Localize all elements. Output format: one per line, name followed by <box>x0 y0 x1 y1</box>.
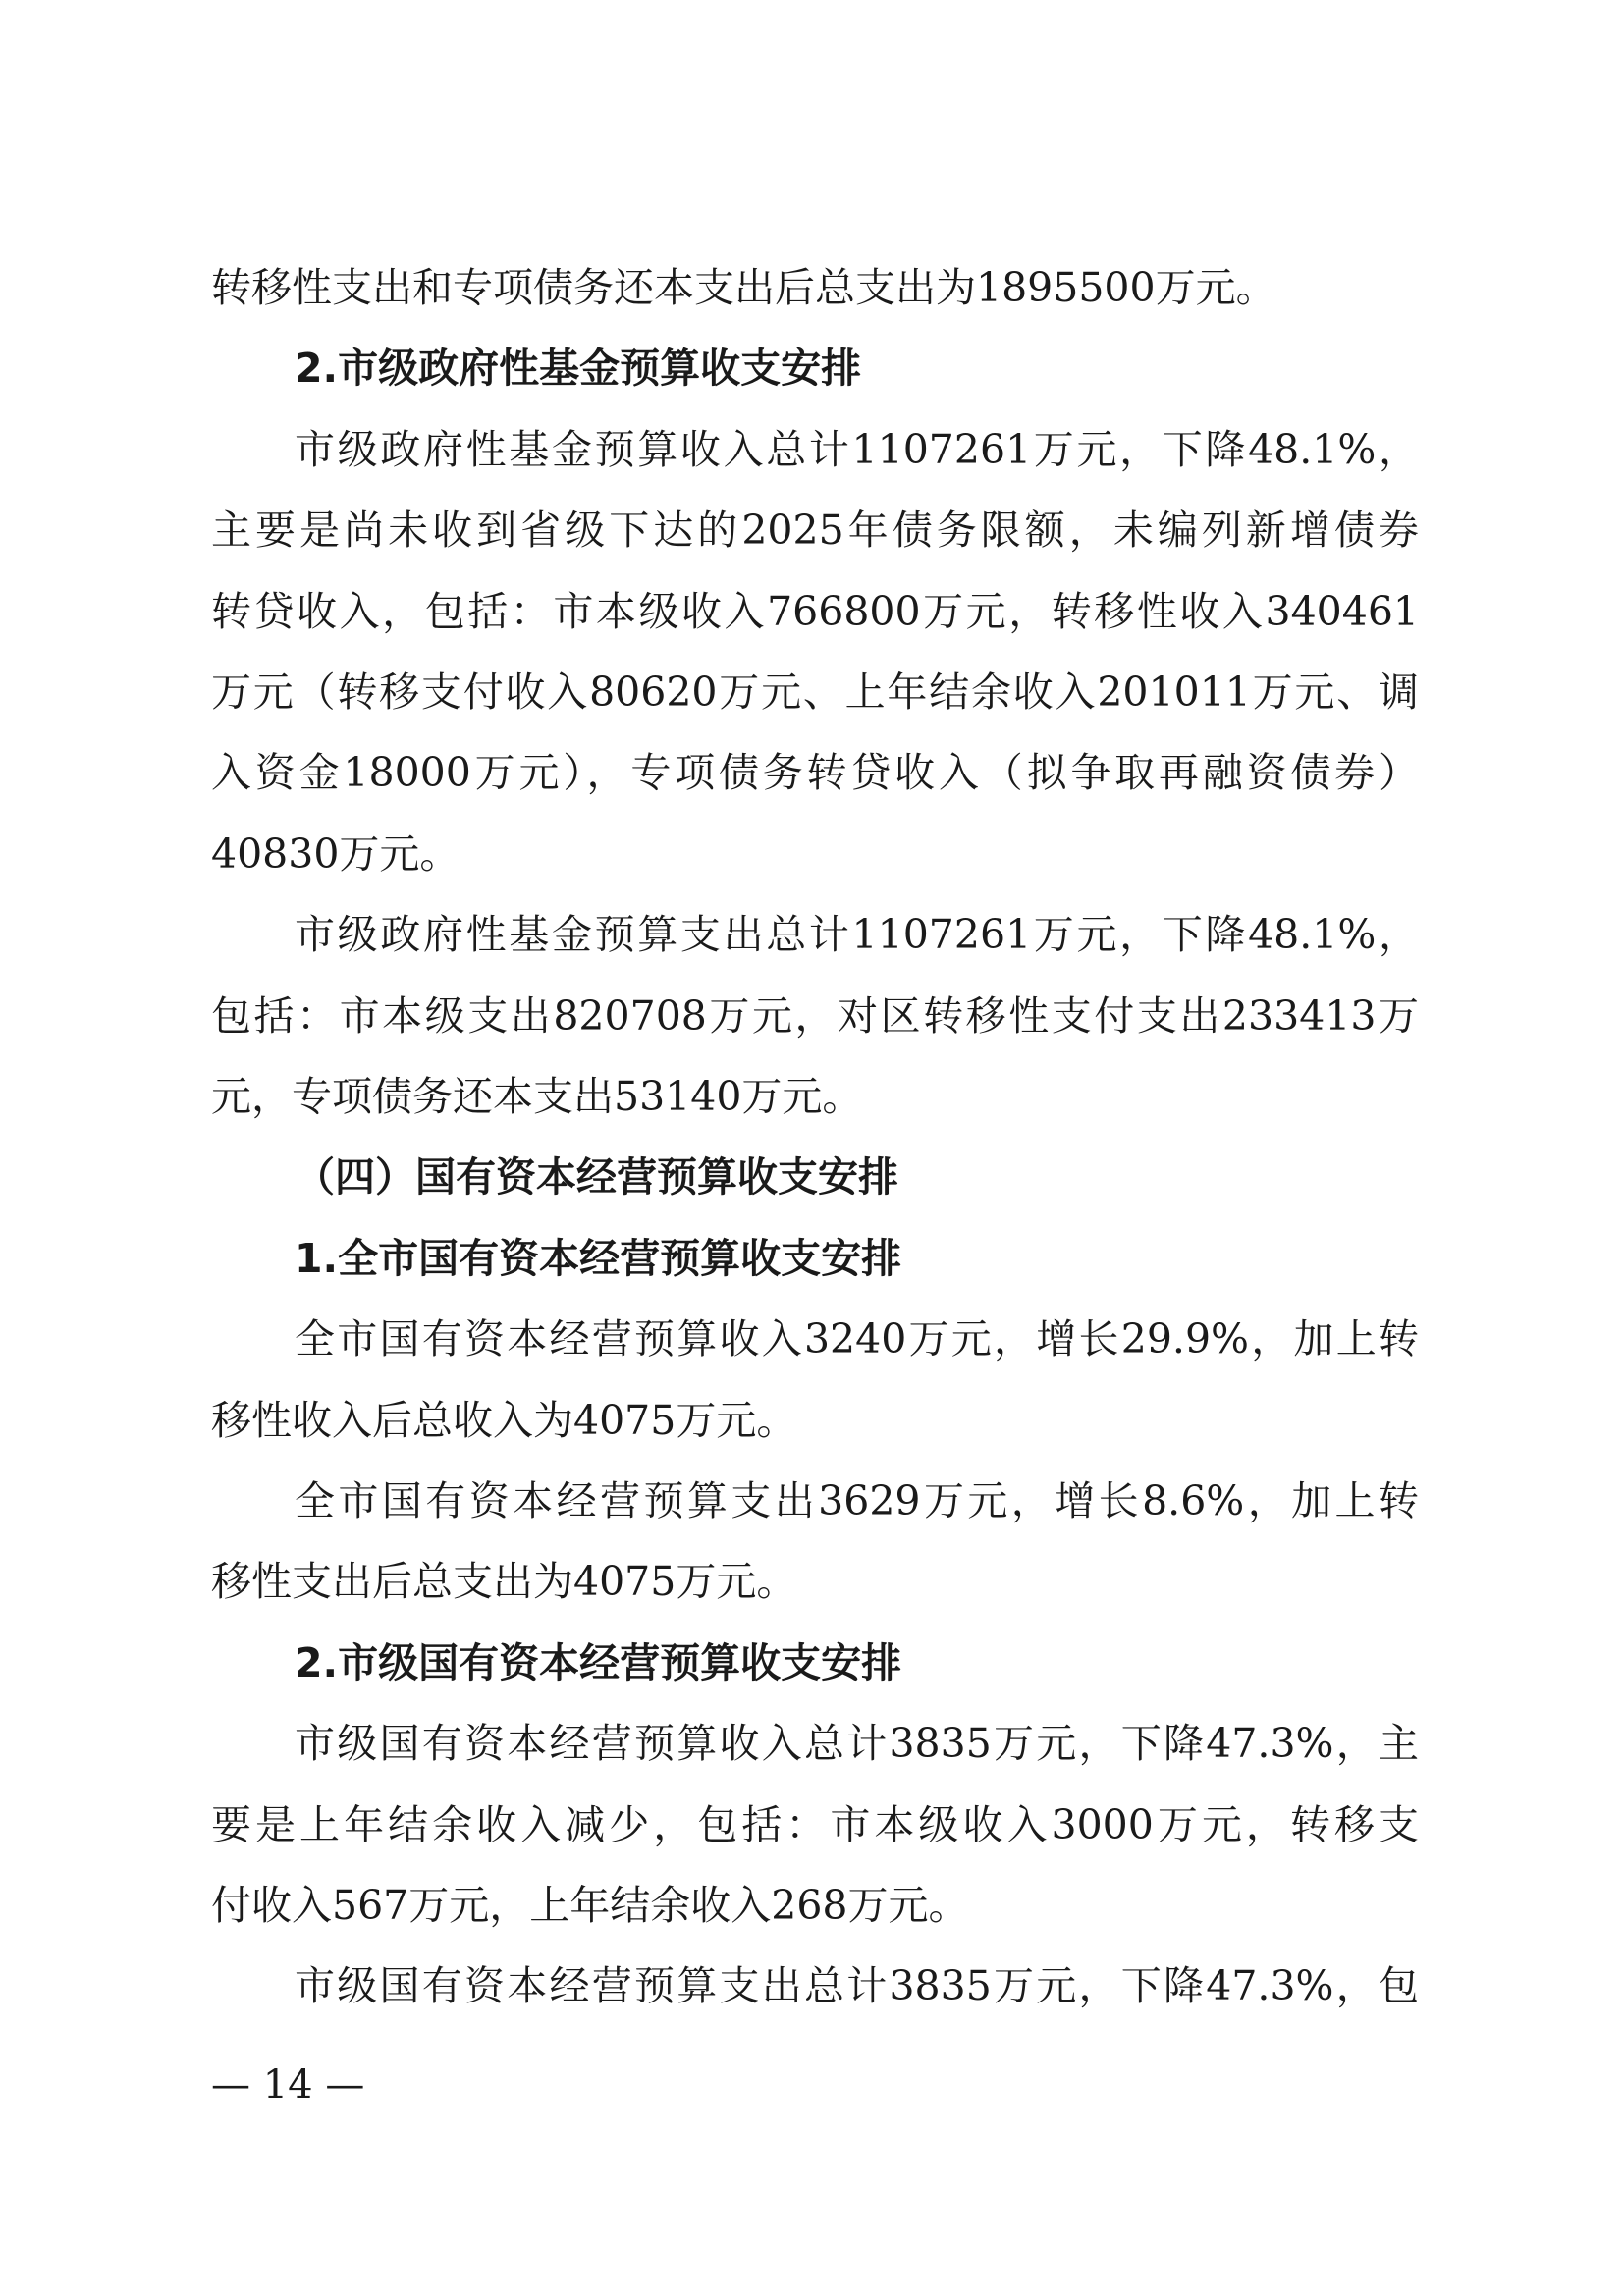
text-line: 转贷收入，包括：市本级收入766800万元，转移性收入340461 <box>211 588 1419 635</box>
text-line: 市级国有资本经营预算收入总计3835万元，下降47.3%，主 <box>295 1720 1419 1767</box>
section-heading: （四）国有资本经营预算收支安排 <box>295 1153 898 1201</box>
text-line: 元，专项债务还本支出53140万元。 <box>211 1073 863 1120</box>
page-number: — 14 — <box>211 2062 365 2108</box>
text-line: 付收入567万元，上年结余收入268万元。 <box>211 1882 969 1929</box>
section-heading: 2.市级国有资本经营预算收支安排 <box>295 1639 902 1686</box>
text-line: 移性收入后总收入为4075万元。 <box>211 1397 797 1444</box>
text-line: 万元（转移支付收入80620万元、上年结余收入201011万元、调 <box>211 668 1419 716</box>
text-line: 要是上年结余收入减少，包括：市本级收入3000万元，转移支 <box>211 1801 1419 1848</box>
text-line: 40830万元。 <box>211 830 460 878</box>
text-line: 市级国有资本经营预算支出总计3835万元，下降47.3%，包 <box>295 1962 1419 2009</box>
text-line: 全市国有资本经营预算支出3629万元，增长8.6%，加上转 <box>295 1477 1419 1524</box>
section-heading: 2.市级政府性基金预算收支安排 <box>295 345 862 392</box>
text-line: 市级政府性基金预算收入总计1107261万元，下降48.1%， <box>295 426 1419 473</box>
text-line: 入资金18000万元），专项债务转贷收入（拟争取再融资债券） <box>211 749 1419 796</box>
text-line: 包括：市本级支出820708万元，对区转移性支付支出233413万 <box>211 992 1419 1040</box>
text-line: 市级政府性基金预算支出总计1107261万元，下降48.1%， <box>295 911 1419 958</box>
text-line: 移性支出后总支出为4075万元。 <box>211 1558 797 1605</box>
text-line: 主要是尚未收到省级下达的2025年债务限额，未编列新增债券 <box>211 507 1419 554</box>
section-heading: 1.全市国有资本经营预算收支安排 <box>295 1235 902 1282</box>
text-line: 全市国有资本经营预算收入3240万元，增长29.9%，加上转 <box>295 1315 1419 1362</box>
text-line: 转移性支出和专项债务还本支出后总支出为1895500万元。 <box>211 264 1276 311</box>
